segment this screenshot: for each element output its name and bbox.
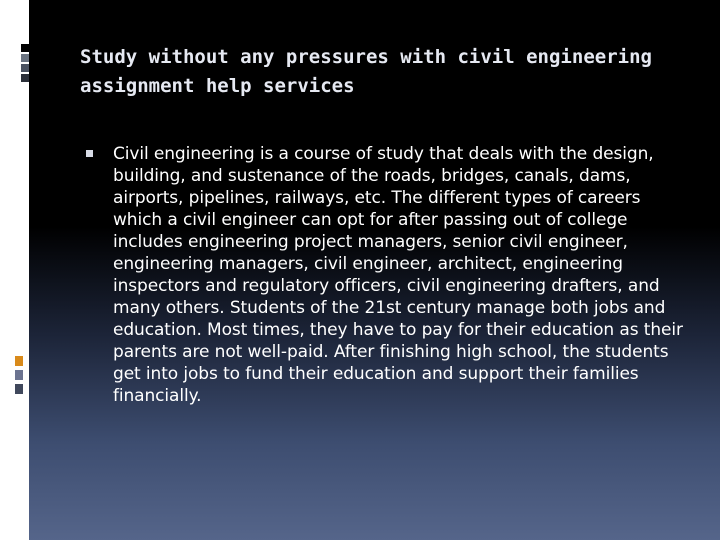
accent-square [21,74,29,82]
gray-accent-mark [15,370,23,380]
orange-accent-mark [15,356,23,366]
accent-squares [21,44,29,86]
square-bullet-icon [86,150,93,157]
dark-accent-mark [15,384,23,394]
accent-square [21,44,29,52]
accent-square [21,54,29,62]
bullet-text: Civil engineering is a course of study that deals with the design, building, and sustenance of the roads, bridges, canals, dams, airports, pipelines, railways, etc. The different types of careers which a civil engineer can opt for after passing out of college includes engineering project managers, senior civil engineer, engineering managers, civil engineer, architect, engineering inspectors and regulatory officers, civil engineering drafters, and many others. Students of the 21st century manage both jobs and education. Most times, they have to pay for their education as their parents are not well-paid. After finishing high school, the students get into jobs to fund their education and support their families financially. [113,144,683,406]
slide-title: Study without any pressures with civil engineering assignment help services [80,46,652,97]
accent-square [21,64,29,72]
